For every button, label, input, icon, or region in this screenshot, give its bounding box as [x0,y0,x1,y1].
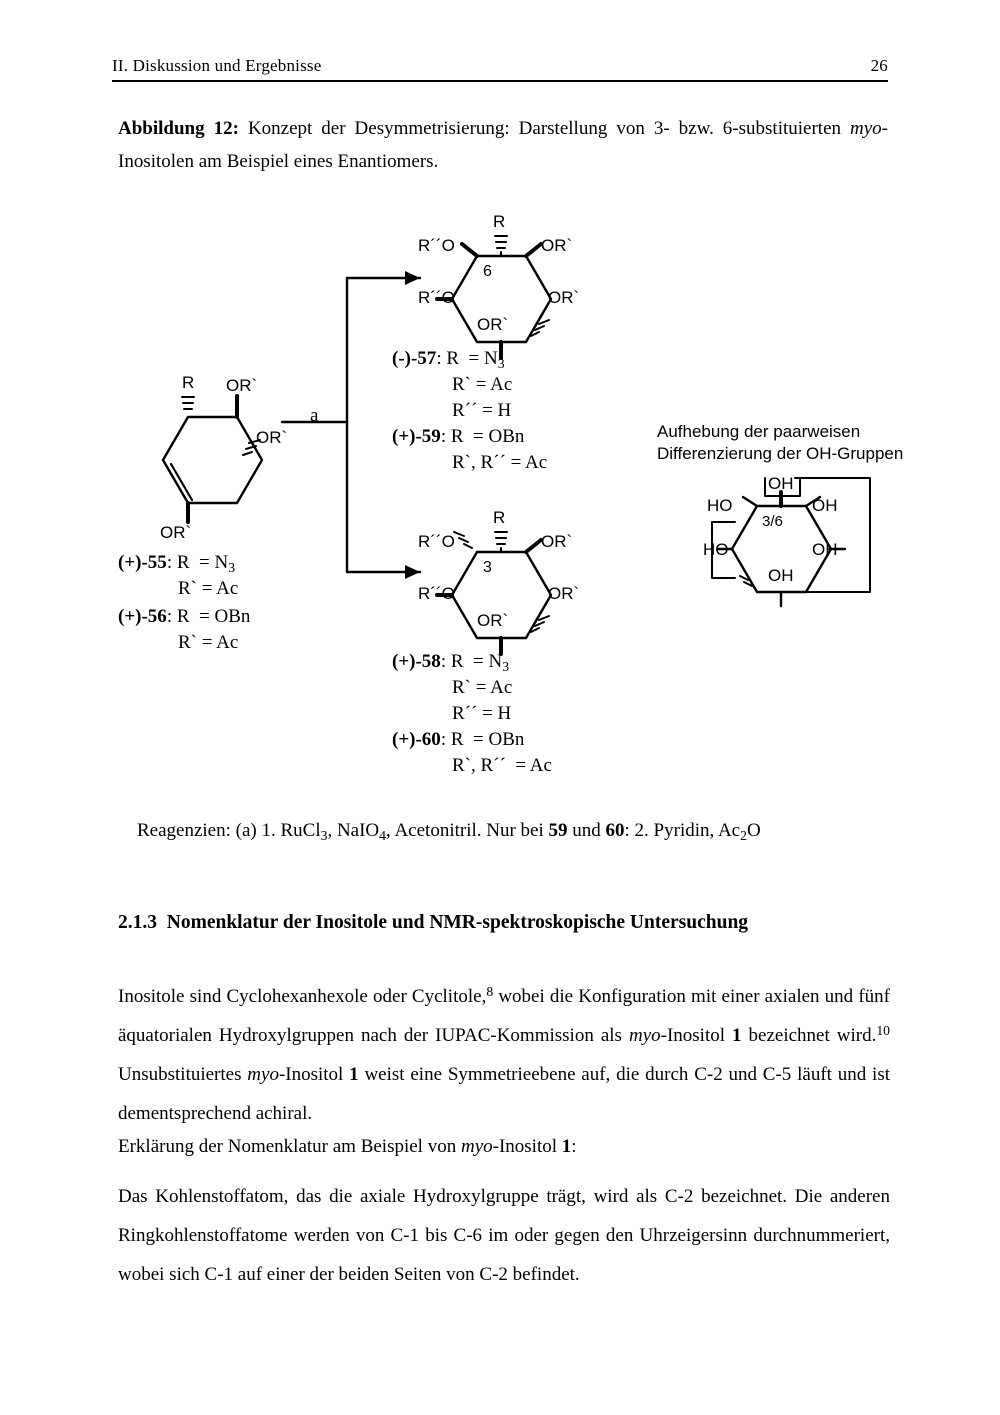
body-paragraph-2 [118,1128,890,1167]
para1-part1: Inositole sind Cyclohexanhexole oder Cyclitole, [118,986,487,1008]
reagents-suffix: O [746,820,761,841]
bottom-legend-58-line3: R´´ = H [452,703,512,724]
bottom-legend-60-line2: R`, R´´ = Ac [452,755,552,776]
para1-footnote-8: 8 [486,984,494,999]
top-label-position: 6 [483,263,492,280]
inset-label-OH-right: OH [812,540,838,559]
bottom-label-RRO-top: R´´O [418,532,455,551]
para2-bold-1: 1 [561,1136,572,1157]
body-paragraph-3: Das Kohlenstoffatom, das die axiale Hydroxylgruppe trägt, wird als C-2 bezeichnet. Die anderen Ringkohlenstoffatome werden von C-1 bis C-6 im oder gegen den Uhrzeigersinn durchnummeriert, wobei sich C-1 auf einer der beiden Seiten von C-2 befindet. [118,1186,890,1285]
reagents-prefix: Reagenzien: (a) 1. RuCl [137,820,321,841]
inset-label-HO-topleft: HO [707,496,733,515]
page-header [112,56,888,76]
header-divider [112,80,888,82]
top-label-RRO-top: R´´O [418,236,455,255]
para1-bold-1a: 1 [732,1025,742,1047]
inset-title-line1: Aufhebung der paarweisen [657,422,861,441]
sm-label-OR-bottom: OR` [160,523,192,542]
reagents-mid3: und [567,820,606,841]
bottom-label-OR-top: OR` [541,532,573,551]
para1-part4: bezeichnet wird. [741,1025,877,1047]
reaction-scheme [0,200,1000,790]
top-legend-57-compound: (-)-57: $R = N_3$ [392,348,505,371]
top-label-R: R [493,212,506,231]
reagents-bold2: 60 [605,820,625,841]
sm-label-OR-top: OR` [226,376,258,395]
top-legend-57-line3: R´´ = H [452,400,512,421]
bottom-legend-58-line2: R` = Ac [452,677,513,698]
para1-footnote-10: 10 [876,1023,890,1039]
inset-title-line2: Differenzierung der OH-Gruppen [657,444,904,463]
figure-caption-italic: myo [850,118,882,139]
para1-part2: wobei die Konfiguration mit einer axialen und fünf äquatorialen Hydroxylgruppen nach der IUPAC-Kommission als [118,986,890,1047]
inset-label-OH-top: OH [768,474,794,493]
bottom-legend-60-compound: (+)-60: R = OBn [392,729,525,750]
sm-label-OR-right: OR` [256,428,288,447]
top-legend-59-compound: (+)-59: R = OBn [392,426,525,447]
bottom-label-R: R [493,508,506,527]
inset-label-HO-left: HO [703,540,729,559]
bottom-label-OR-right: OR` [548,584,580,603]
para1-italic-myo-1: myo [628,1025,661,1047]
section-number: 2.1.3 [118,912,157,933]
figure-caption-text2: -Inositolen am Beispiel eines Enantiomers. [118,118,888,173]
section-heading [118,912,748,934]
para1-part5: Unsubstituiertes [118,1064,248,1086]
para1-bold-1b: 1 [349,1064,359,1086]
reagents-sub1: 3 [320,827,328,843]
arrow-condition-label: a [310,405,319,426]
reagents-sub2: 4 [379,827,386,843]
para2-part1: Erklärung der Nomenklatur am Beispiel von [118,1136,461,1157]
bottom-label-position: 3 [483,559,492,576]
reagents-mid1: , NaIO [327,820,380,841]
para2-italic-myo: myo [460,1136,493,1157]
inset-label-position: 3/6 [762,513,783,530]
para2-part2: -Inositol [492,1136,562,1157]
top-label-OR-bottom: OR` [477,315,509,334]
figure-caption [118,112,888,179]
sm-legend-55-compound: (+)-55: $R = N_3$ [118,552,236,575]
sm-legend-55-line2: R` = Ac [178,578,239,599]
sm-label-R: R [182,373,195,392]
header-chapter-title: II. Diskussion und Ergebnisse [112,56,322,75]
bottom-label-RRO-left: R´´O [418,584,455,603]
inset-label-OH-topright: OH [812,496,838,515]
reagents-mid4: : 2. Pyridin, Ac [624,820,741,841]
figure-caption-text: Konzept der Desymmetrisierung: Darstellung von 3- bzw. 6-substituierten [247,118,842,139]
top-legend-57-line2: R` = Ac [452,374,513,395]
sm-legend-56-compound: (+)-56: R = OBn [118,606,251,627]
sm-legend-56-line2: R` = Ac [178,632,239,653]
bottom-label-OR-bottom: OR` [477,611,509,630]
top-label-OR-top: OR` [541,236,573,255]
inset-label-OH-bottom: OH [768,566,794,585]
reagents-bold1: 59 [548,820,568,841]
reagents-mid2: , Acetonitril. Nur bei [386,820,549,841]
para1-part3: -Inositol [660,1025,733,1047]
para1-part6: -Inositol [278,1064,350,1086]
top-legend-59-line2: R`, R´´ = Ac [452,452,548,473]
bottom-legend-58-compound: (+)-58: $R = N_3$ [392,651,510,674]
reagents-line [118,798,761,866]
scheme-drawing [0,200,1000,790]
para1-part7: weist eine Symmetrieebene auf, die durch C-2 und C-5 läuft und ist dementsprechend achiral. [118,1064,890,1125]
figure-caption-label: Abbildung 12: [118,118,239,139]
reagents-sub3: 2 [740,827,747,843]
header-page-number: 26 [870,56,888,75]
para1-italic-myo-2: myo [247,1064,279,1086]
top-label-RRO-left: R´´O [418,288,455,307]
body-paragraph-1 [118,978,890,1134]
para2-part3: : [571,1136,577,1157]
top-label-OR-right: OR` [548,288,580,307]
section-title: Nomenklatur der Inositole und NMR-spektroskopische Untersuchung [166,912,749,933]
